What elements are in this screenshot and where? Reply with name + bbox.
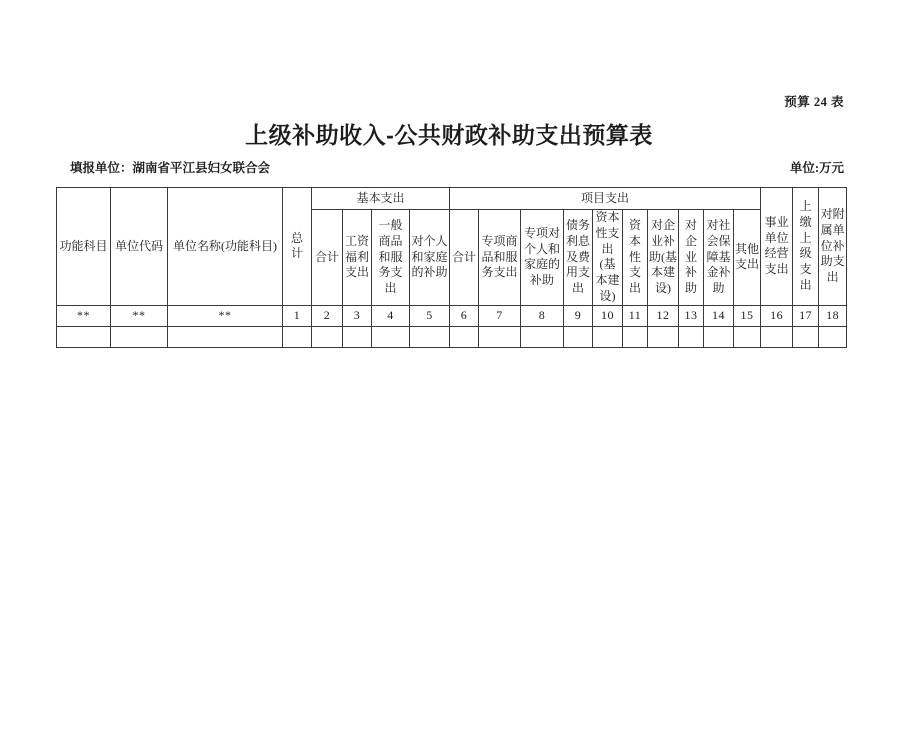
group-header-basic-expenditure: 基本支出 [312,188,450,210]
column-code-row [57,305,847,326]
sub-header-general-goods-services: 一般商品和服务支出 [372,210,410,306]
header-function-subject: 功能科目 [57,188,111,306]
code-cell: 10 [593,305,623,326]
data-cell [343,326,372,347]
code-cell: 5 [410,305,450,326]
code-cell: 12 [648,305,679,326]
data-cell [283,326,312,347]
data-cell [564,326,593,347]
data-cell [761,326,793,347]
sub-header-individual-family-subsidy: 对个人和家庭的补助 [410,210,450,306]
sub-header-project-subtotal: 合计 [450,210,479,306]
header-grand-total: 总 计 [283,188,312,306]
empty-data-row [57,326,847,347]
data-cell [593,326,623,347]
data-cell [704,326,734,347]
data-cell [168,326,283,347]
budget-expenditure-table [56,187,847,348]
header-unit-code: 单位代码 [111,188,168,306]
code-cell: 6 [450,305,479,326]
header-row-groups [57,188,847,210]
sub-header-debt-interest-fee: 债务利息及费用支出 [564,210,593,306]
code-cell: 17 [793,305,819,326]
code-cell: 14 [704,305,734,326]
sheet-number-label: 预算 24 表 [784,95,844,109]
sub-header-capital: 资本性支出 [623,210,648,306]
data-cell [623,326,648,347]
data-cell [734,326,761,347]
sub-header-social-security-fund-subsidy: 对社会保障基金补助 [704,210,734,306]
data-cell [819,326,847,347]
code-cell: 18 [819,305,847,326]
header-affiliated-unit-subsidy: 对附属单位补助支出 [819,188,847,306]
code-cell: 9 [564,305,593,326]
sub-header-special-individual-family-subsidy: 专项对个人和家庭的补助 [521,210,564,306]
sub-header-basic-subtotal: 合计 [312,210,343,306]
meta-row [70,161,844,176]
sub-header-wage-welfare: 工资福利支出 [343,210,372,306]
sub-header-other-expenditure: 其他支出 [734,210,761,306]
sub-header-special-goods-services: 专项商品和服务支出 [479,210,521,306]
data-cell [450,326,479,347]
sub-header-enterprise-subsidy: 对企业补助 [679,210,704,306]
reporting-unit-label: 填报单位：湖南省平江县妇女联合会 [70,161,271,175]
sub-header-capital-basic-construction: 资本性支出(基本建设) [593,210,623,306]
group-header-project-expenditure: 项目支出 [450,188,761,210]
code-cell: 8 [521,305,564,326]
data-cell [57,326,111,347]
code-cell: ** [57,305,111,326]
data-cell [372,326,410,347]
code-cell: 2 [312,305,343,326]
data-cell [648,326,679,347]
data-cell [679,326,704,347]
code-cell: 3 [343,305,372,326]
header-unit-name: 单位名称(功能科目) [168,188,283,306]
data-cell [521,326,564,347]
data-cell [410,326,450,347]
sub-header-enterprise-subsidy-basic-construction: 对企业补助(基本建设) [648,210,679,306]
code-cell: 1 [283,305,312,326]
code-cell: 15 [734,305,761,326]
data-cell [111,326,168,347]
data-cell [312,326,343,347]
header-remit-to-superior: 上缴上级支出 [793,188,819,306]
code-cell: ** [168,305,283,326]
code-cell: 7 [479,305,521,326]
code-cell: 13 [679,305,704,326]
data-cell [793,326,819,347]
code-cell: 16 [761,305,793,326]
code-cell: ** [111,305,168,326]
header-business-operating-expenditure: 事业单位经营支出 [761,188,793,306]
code-cell: 4 [372,305,410,326]
page-title: 上级补助收入-公共财政补助支出预算表 [245,122,653,148]
code-cell: 11 [623,305,648,326]
currency-unit-label: 单位:万元 [789,161,844,175]
data-cell [479,326,521,347]
